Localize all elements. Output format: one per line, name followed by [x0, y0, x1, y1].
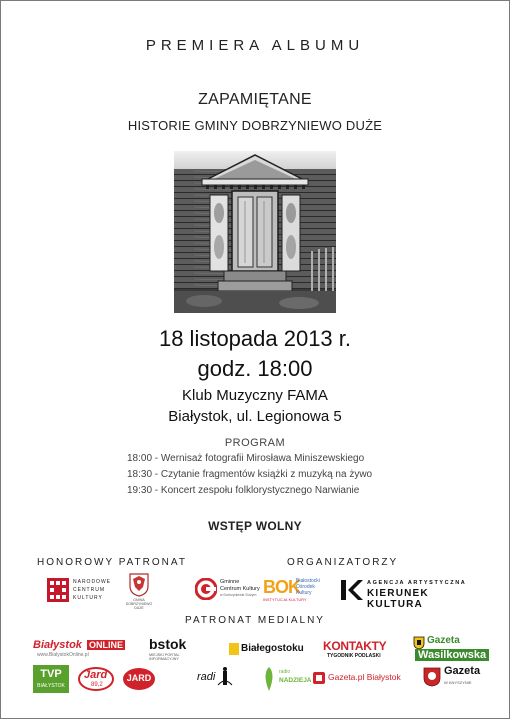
gazeta-wasilkowska-logo[interactable]	[413, 635, 487, 663]
bialystok-online-word: Białystok	[33, 639, 82, 651]
bok-mark: BOK	[263, 577, 300, 597]
album-cover-photo	[174, 151, 336, 313]
program-item: 18:30 - Czytanie fragmentów książki z muzyką na żywo	[127, 469, 373, 480]
gazeta-wasilkowska-bottom: Wasilkowska	[415, 649, 489, 661]
kierunek-kultura-logo[interactable]	[341, 579, 487, 610]
gazeta-knyszyn-crest-icon	[423, 667, 441, 687]
bialystok-online-logo[interactable]	[33, 639, 129, 661]
gazeta-knyszyn-tag: W KNYSZYNIE	[444, 680, 472, 685]
radio-nadzieja-logo[interactable]	[261, 665, 312, 693]
gck-line: Centrum Kultury	[220, 585, 260, 592]
gck-line: Gminne	[220, 579, 240, 585]
jard-fm-freq: 89,2	[91, 682, 103, 688]
bok-logo[interactable]	[263, 577, 335, 603]
album-subtitle: HISTORIE GMINY DOBRZYNIEWO DUŻE	[127, 118, 383, 133]
bok-tag: INSTYTUCJA KULTURY	[263, 598, 307, 602]
nck-line: CENTRUM	[73, 587, 105, 593]
radio-i-word: radi	[197, 671, 216, 683]
free-entry: WSTĘP WOLNY	[208, 519, 302, 533]
tvp-word: TVP	[40, 668, 62, 680]
bialystok-online-url: www.BialystokOnline.pl	[37, 652, 89, 658]
gazeta-wasilkowska-top: Gazeta	[427, 635, 460, 646]
bok-line: Ośrodek	[296, 584, 315, 590]
coat-of-arms-icon	[129, 573, 149, 597]
program-item: 19:30 - Koncert zespołu folklorystycznego Narwianie	[127, 485, 360, 496]
radio-i-mark-icon	[217, 667, 233, 687]
program-item: 18:00 - Wernisaż fotografii Mirosława Miniszewskiego	[127, 453, 365, 464]
kontakty-tag: TYGODNIK PODLASKI	[327, 653, 381, 659]
nck-emblem-icon	[47, 578, 69, 602]
tvp-city: BIAŁYSTOK	[37, 683, 65, 689]
bstok-word: bstok	[149, 636, 187, 652]
gmina-coat-of-arms[interactable]	[121, 573, 157, 610]
kontakty-logo[interactable]	[323, 639, 399, 661]
gck-emblem-icon	[195, 578, 217, 600]
program-label: PROGRAM	[224, 437, 286, 449]
event-address: Białystok, ul. Legionowa 5	[168, 408, 342, 425]
honorary-patronage-label: HONOROWY PATRONAT	[37, 557, 187, 568]
event-time: godz. 18:00	[197, 356, 313, 381]
bialegostoku-word: Białegostoku	[241, 643, 304, 654]
jard-fm-logo[interactable]	[77, 665, 115, 693]
gazeta-wasilkowska-crest-icon	[413, 636, 425, 650]
bok-line: Białostocki	[296, 578, 320, 584]
organizers-label: ORGANIZATORZY	[287, 557, 399, 568]
jard-fm-word: Jard	[84, 669, 108, 681]
jard-logo[interactable]	[121, 665, 157, 693]
nadzieja-leaf-icon	[261, 666, 277, 692]
gazeta-pl-bialystok-logo[interactable]	[313, 669, 409, 687]
coat-caption: GMINA DOBRZYNIEWO DUŻE	[125, 598, 153, 610]
bstok-tag: MIEJSKI PORTAL INFORMACYJNY	[149, 653, 180, 661]
gazeta-knyszyn-logo[interactable]	[423, 663, 485, 693]
event-venue: Klub Muzyczny FAMA	[182, 387, 328, 404]
kierunek-top: AGENCJA ARTYSTYCZNA	[367, 580, 467, 586]
jard-word: JARD	[126, 673, 152, 683]
premiere-heading: PREMIERA ALBUMU	[145, 37, 365, 54]
album-title: ZAPAMIĘTANE	[198, 91, 312, 108]
nck-logo[interactable]	[47, 577, 115, 603]
nck-line: KULTURY	[73, 595, 103, 601]
gazeta-pl-word: Gazeta.pl Białystok	[328, 672, 401, 682]
tvp-bialystok-logo[interactable]	[33, 665, 69, 693]
gazeta-knyszyn-word: Gazeta	[444, 665, 481, 677]
radio-i-logo[interactable]	[197, 665, 237, 693]
media-patronage-label: PATRONAT MEDIALNY	[185, 615, 325, 626]
nck-line: NARODOWE	[73, 579, 111, 585]
kierunek-k-icon	[341, 580, 363, 600]
bstok-logo[interactable]	[147, 637, 209, 661]
online-word: ONLINE	[89, 640, 124, 650]
bialegostoku-b-icon	[229, 643, 239, 655]
nadzieja-word: NADZIEJA	[279, 677, 312, 684]
gck-line: w Dobrzyniewie Dużym	[220, 593, 257, 597]
bialegostoku-logo[interactable]	[229, 641, 309, 661]
kontakty-word: KONTAKTY	[323, 639, 387, 653]
event-date: 18 listopada 2013 r.	[158, 326, 352, 351]
kierunek-main: KIERUNEK KULTURA	[367, 588, 429, 610]
nadzieja-top: radio	[279, 669, 291, 675]
gazeta-pl-icon	[313, 672, 325, 684]
gck-logo[interactable]	[195, 577, 263, 601]
bok-line: Kultury	[296, 590, 312, 596]
